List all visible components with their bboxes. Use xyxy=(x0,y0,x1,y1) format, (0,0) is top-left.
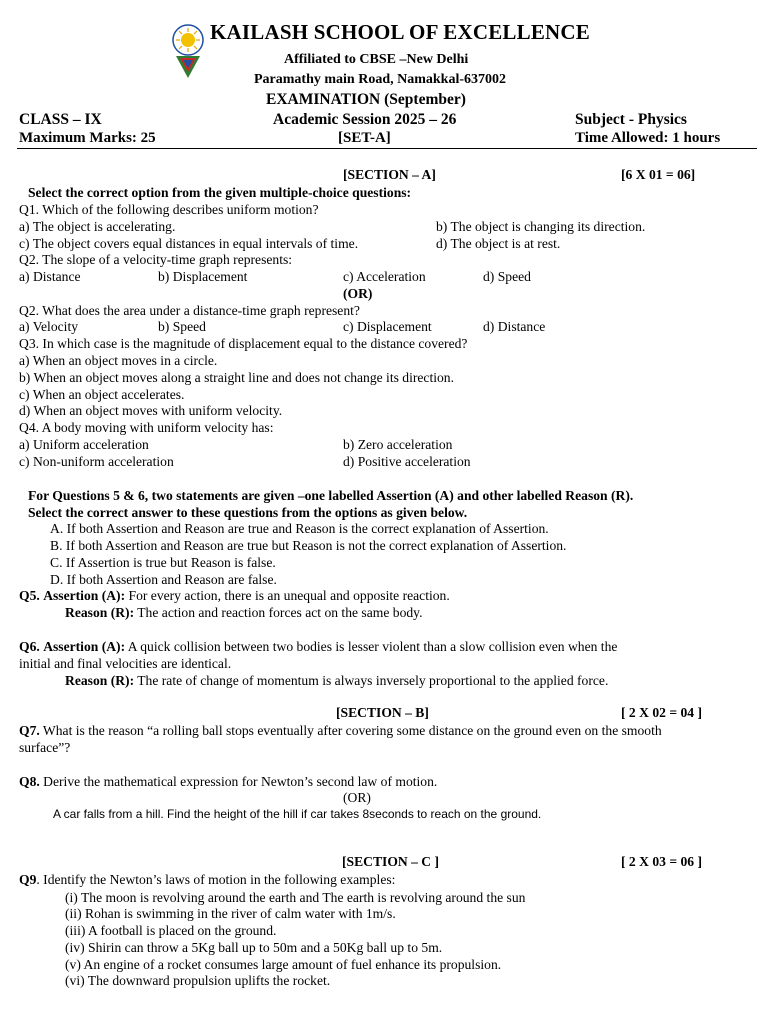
q5-reason-label: Reason (R): xyxy=(65,605,135,620)
q3-option-d: d) When an object moves with uniform velocity. xyxy=(19,403,283,418)
q6-reason xyxy=(65,672,608,689)
q3-option-a: a) When an object moves in a circle. xyxy=(19,353,218,368)
school-logo-icon xyxy=(168,22,208,80)
section-c-marks: [ 2 X 03 = 06 ] xyxy=(621,854,702,869)
q4-option-a: a) Uniform acceleration xyxy=(19,437,149,452)
ar-option-a: A. If both Assertion and Reason are true and Reason is the correct explanation of Assertion. xyxy=(50,521,549,536)
section-a-marks: [6 X 01 = 06] xyxy=(621,167,696,182)
section-a-title: [SECTION – A] xyxy=(343,167,436,182)
q2-alt-option-c: c) Displacement xyxy=(343,319,432,334)
school-address: Paramathy main Road, Namakkal-637002 xyxy=(254,72,507,87)
section-a-instruction: Select the correct option from the given multiple-choice questions: xyxy=(28,185,412,200)
q2-option-b: b) Displacement xyxy=(158,269,248,284)
q8-question: Derive the mathematical expression for Newton’s second law of motion. xyxy=(39,774,438,789)
q3-option-b: b) When an object moves along a straight line and does not change its direction. xyxy=(19,370,455,385)
ar-option-b: B. If both Assertion and Reason are true but Reason is not the correct explanation of Assertion. xyxy=(50,538,567,553)
q9-text xyxy=(19,871,395,888)
q9-question: . Identify the Newton’s laws of motion in the following examples: xyxy=(36,872,396,887)
school-name: KAILASH SCHOOL OF EXCELLENCE xyxy=(210,20,590,44)
q4-text: Q4. A body moving with uniform velocity has: xyxy=(19,420,274,435)
q4-option-d: d) Positive acceleration xyxy=(343,454,471,469)
q2-option-a: a) Distance xyxy=(19,269,81,284)
section-b-marks: [ 2 X 02 = 04 ] xyxy=(621,705,702,720)
q6-assertion-cont: initial and final velocities are identical. xyxy=(19,656,232,671)
q7-text-line2: surface”? xyxy=(19,740,71,755)
q2-option-c: c) Acceleration xyxy=(343,269,426,284)
q2-alt-option-b: b) Speed xyxy=(158,319,206,334)
q9-number: Q9 xyxy=(19,872,37,887)
q9-item-6: (vi) The downward propulsion uplifts the rocket. xyxy=(65,973,331,988)
exam-title: EXAMINATION (September) xyxy=(266,91,466,108)
class-label: CLASS – IX xyxy=(19,111,102,128)
ar-option-d: D. If both Assertion and Reason are false. xyxy=(50,572,277,587)
q9-item-4: (iv) Shirin can throw a 5Kg ball up to 50m and a 50Kg ball up to 5m. xyxy=(65,940,443,955)
assertion-reason-instruction: For Questions 5 & 6, two statements are given –one labelled Assertion (A) and other labelled Reason (R). xyxy=(28,488,634,503)
q9-item-5: (v) An engine of a rocket consumes large amount of fuel enhance its propulsion. xyxy=(65,957,502,972)
section-c-title: [SECTION – C ] xyxy=(342,854,440,869)
max-marks: Maximum Marks: 25 xyxy=(19,130,156,146)
q6-number: Q6. xyxy=(19,639,40,654)
subject-label: Subject - Physics xyxy=(575,111,687,128)
q6-reason-text: The rate of change of momentum is always inversely proportional to the applied force. xyxy=(134,673,609,688)
q4-option-c: c) Non-uniform acceleration xyxy=(19,454,174,469)
q1-option-a: a) The object is accelerating. xyxy=(19,219,176,234)
q8-number: Q8. xyxy=(19,774,40,789)
q9-item-2: (ii) Rohan is swimming in the river of calm water with 1m/s. xyxy=(65,906,396,921)
q6-assertion xyxy=(19,638,617,655)
header-divider xyxy=(17,148,757,149)
set-label: [SET-A] xyxy=(338,130,391,146)
q1-option-c: c) The object covers equal distances in equal intervals of time. xyxy=(19,236,359,251)
q4-option-b: b) Zero acceleration xyxy=(343,437,453,452)
assertion-reason-instruction-2: Select the correct answer to these questions from the options as given below. xyxy=(28,505,468,520)
q2-alt-option-d: d) Distance xyxy=(483,319,546,334)
q5-number: Q5. xyxy=(19,588,40,603)
q8-text xyxy=(19,773,437,790)
q2-option-d: d) Speed xyxy=(483,269,531,284)
q1-option-d: d) The object is at rest. xyxy=(436,236,561,251)
q3-text: Q3. In which case is the magnitude of displacement equal to the distance covered? xyxy=(19,336,468,351)
q5-reason xyxy=(65,604,422,621)
q6-assertion-text: A quick collision between two bodies is lesser violent than a slow collision even when the xyxy=(125,639,618,654)
q1-option-b: b) The object is changing its direction. xyxy=(436,219,646,234)
affiliation: Affiliated to CBSE –New Delhi xyxy=(284,52,469,67)
section-b-title: [SECTION – B] xyxy=(336,705,429,720)
q3-option-c: c) When an object accelerates. xyxy=(19,387,185,402)
q9-item-3: (iii) A football is placed on the ground. xyxy=(65,923,277,938)
academic-session: Academic Session 2025 – 26 xyxy=(273,111,457,128)
q8-or: (OR) xyxy=(343,790,371,805)
q9-item-1: (i) The moon is revolving around the earth and The earth is revolving around the sun xyxy=(65,890,526,905)
q2-alt-option-a: a) Velocity xyxy=(19,319,79,334)
q2-text: Q2. The slope of a velocity-time graph represents: xyxy=(19,252,293,267)
q5-assertion-text: For every action, there is an unequal and opposite reaction. xyxy=(125,588,450,603)
q8-alt-question: A car falls from a hill. Find the height of the hill if car takes 8seconds to reach on the ground. xyxy=(53,807,542,821)
q6-reason-label: Reason (R): xyxy=(65,673,135,688)
q2-alt-text: Q2. What does the area under a distance-time graph represent? xyxy=(19,303,360,318)
q7-number: Q7. xyxy=(19,723,40,738)
q5-assertion xyxy=(19,587,450,604)
q7-text-line1: What is the reason “a rolling ball stops eventually after covering some distance on the ground even on the smooth xyxy=(39,723,662,738)
q5-assertion-label: Assertion (A): xyxy=(43,588,126,603)
q5-reason-text: The action and reaction forces act on the same body. xyxy=(134,605,423,620)
time-allowed: Time Allowed: 1 hours xyxy=(575,130,721,146)
q6-assertion-label: Assertion (A): xyxy=(43,639,126,654)
q7-text xyxy=(19,722,662,739)
q2-or: (OR) xyxy=(343,286,373,301)
q1-text: Q1. Which of the following describes uniform motion? xyxy=(19,202,319,217)
ar-option-c: C. If Assertion is true but Reason is false. xyxy=(50,555,276,570)
